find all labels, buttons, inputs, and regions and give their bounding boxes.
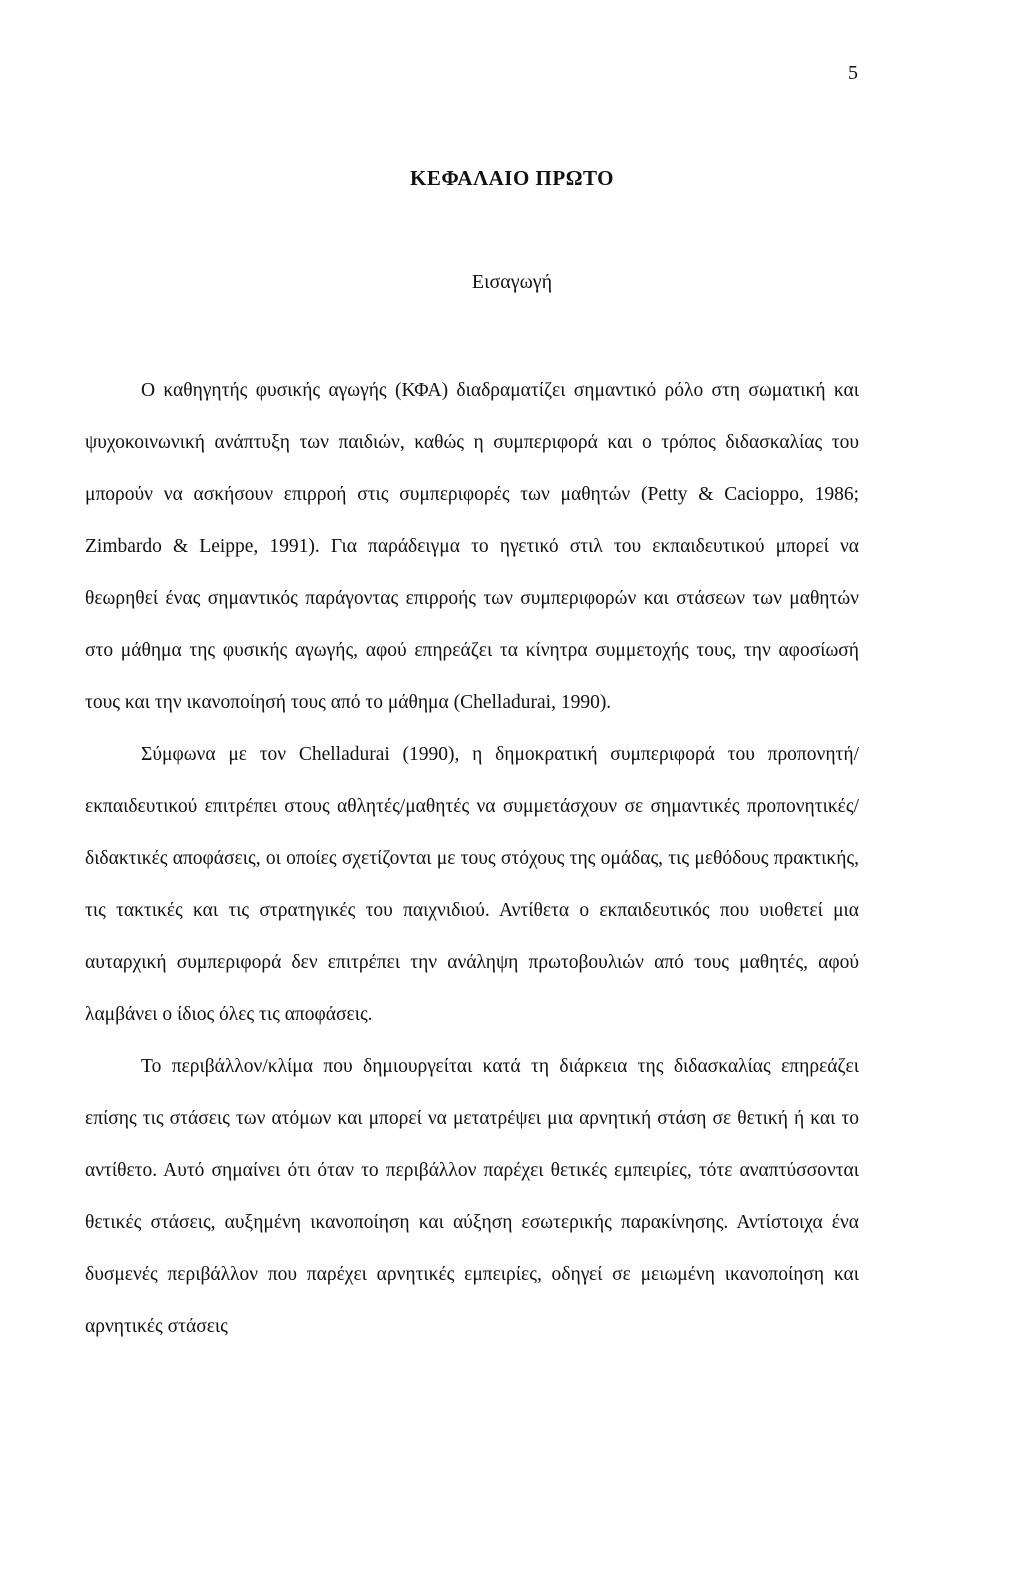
body-text (85, 365, 859, 1353)
section-title: Εισαγωγή (471, 271, 553, 293)
paragraph-2: Σύμφωνα με τον Chelladurai (1990), η δημοκρατική συμπεριφορά του προπονητή/εκπαιδευτικού επιτρέπει στους αθλητές/μαθητές να συμμετάσχουν σε σημαντικές προπονητικές/διδακτικές αποφάσεις, οι οποίες σχετίζονται με τους στόχους της ομάδας, τις μεθόδους πρακτικής, τις τακτικές και τις στρατηγικές του παιχνιδιού. Αντίθετα ο εκπαιδευτικός που υιοθετεί μια αυταρχική συμπεριφορά δεν επιτρέπει την ανάληψη πρωτοβουλιών από τους μαθητές, αφού λαμβάνει ο ίδιος όλες τις αποφάσεις. (85, 744, 859, 1025)
paragraph-1: Ο καθηγητής φυσικής αγωγής (ΚΦΑ) διαδραματίζει σημαντικό ρόλο στη σωματική και ψυχοκοινωνική ανάπτυξη των παιδιών, καθώς η συμπεριφορά και ο τρόπος διδασκαλίας του μπορούν να ασκήσουν επιρροή στις συμπεριφορές των μαθητών (Petty & Cacioppo, 1986; Zimbardo & Leippe, 1991). Για παράδειγμα το ηγετικό στιλ του εκπαιδευτικού μπορεί να θεωρηθεί ένας σημαντικός παράγοντας επιρροής των συμπεριφορών και στάσεων των μαθητών στο μάθημα της φυσικής αγωγής, αφού επηρεάζει τα κίνητρα συμμετοχής τους, την αφοσίωσή τους και την ικανοποίησή τους από το μάθημα (Chelladurai, 1990). (85, 380, 859, 713)
chapter-title: ΚΕΦΑΛΑΙΟ ΠΡΩΤΟ (409, 166, 614, 190)
paragraph-3: Το περιβάλλον/κλίμα που δημιουργείται κατά τη διάρκεια της διδασκαλίας επηρεάζει επίσης τις στάσεις των ατόμων και μπορεί να μετατρέψει μια αρνητική στάση σε θετική ή και το αντίθετο. Αυτό σημαίνει ότι όταν το περιβάλλον παρέχει θετικές εμπειρίες, τότε αναπτύσσονται θετικές στάσεις, αυξημένη ικανοποίηση και αύξηση εσωτερικής παρακίνησης. Αντίστοιχα ένα δυσμενές περιβάλλον που παρέχει αρνητικές εμπειρίες, οδηγεί σε μειωμένη ικανοποίηση και αρνητικές στάσεις (85, 1056, 859, 1337)
page-number: 5 (848, 62, 858, 84)
